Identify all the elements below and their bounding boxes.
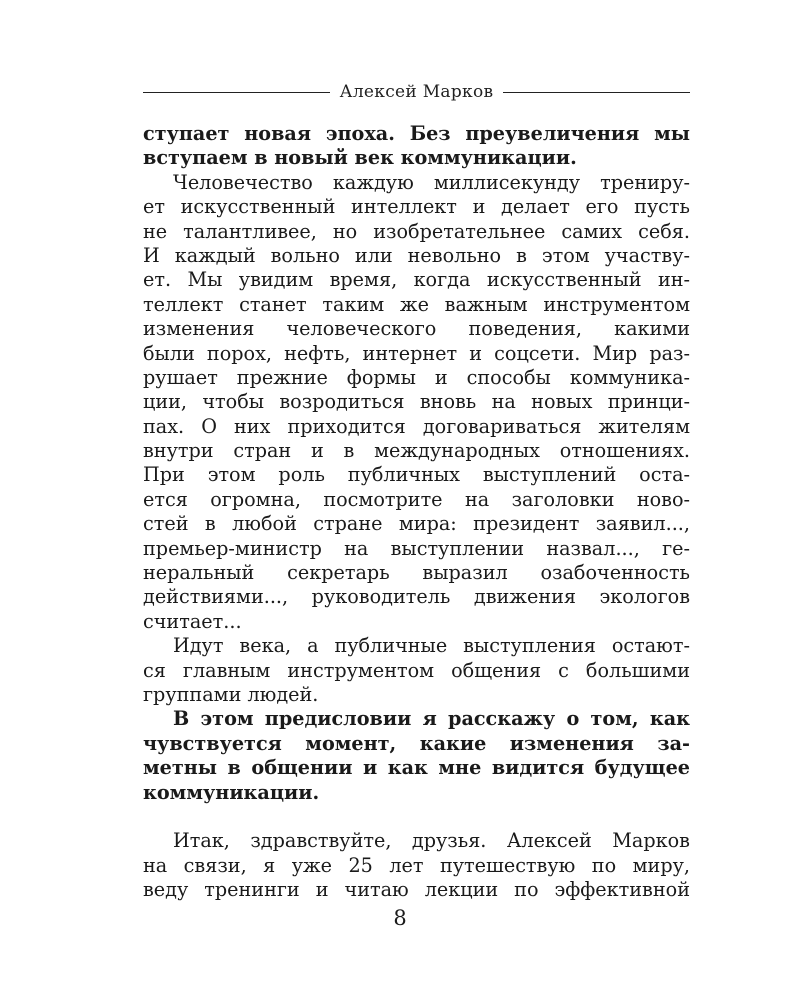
text-line: пах. О них приходится договариваться жителям xyxy=(143,414,690,438)
body-text xyxy=(143,122,690,903)
text-line: При этом роль публичных выступлений оста- xyxy=(143,463,690,487)
text-line: ет. Мы увидим время, когда искусственный ин- xyxy=(143,268,690,292)
text-line: И каждый вольно или невольно в этом участву- xyxy=(143,243,690,267)
text-line: ступает новая эпоха. Без преувеличения мы xyxy=(143,122,690,145)
running-title: Алексей Марков xyxy=(339,82,494,102)
text-line: веду тренинги и читаю лекции по эффективной xyxy=(143,878,690,902)
text-line: Итак, здравствуйте, друзья. Алексей Марков xyxy=(173,829,690,853)
paragraph-continuation xyxy=(143,122,690,171)
text-line: ет искусственный интеллект и делает его пусть xyxy=(143,195,690,219)
text-line: считает... xyxy=(143,609,242,633)
paragraph-greeting xyxy=(143,829,690,902)
text-line: рушает прежние формы и способы коммуника- xyxy=(143,365,690,389)
text-line: внутри стран и в международных отношениях. xyxy=(143,439,690,463)
text-line: группами людей. xyxy=(143,682,319,706)
running-header xyxy=(143,82,690,102)
text-line: теллект станет таким же важным инструментом xyxy=(143,292,690,316)
text-line: ется огромна, посмотрите на заголовки ново- xyxy=(143,487,690,511)
paragraph-ai xyxy=(143,171,690,634)
paragraph-preface-summary xyxy=(143,707,690,805)
text-line: коммуникации. xyxy=(143,780,320,804)
text-line: чувствуется момент, какие изменения за- xyxy=(143,731,690,755)
text-line: изменения человеческого поведения, какими xyxy=(143,317,690,341)
text-line: не талантливее, но изобретательнее самих себя. xyxy=(143,219,690,243)
text-line: Идут века, а публичные выступления остают- xyxy=(173,634,690,658)
header-rule-right xyxy=(503,92,690,93)
text-line: премьер-министр на выступлении назвал..., ге- xyxy=(143,536,690,560)
paragraph-gap xyxy=(143,805,690,829)
page-number: 8 xyxy=(393,906,407,930)
header-rule-left xyxy=(143,92,330,93)
text-line: неральный секретарь выразил озабоченность xyxy=(143,561,690,585)
text-line: В этом предисловии я расскажу о том, как xyxy=(173,707,690,731)
text-line: ции, чтобы возродиться вновь на новых принци- xyxy=(143,390,690,414)
text-line: ся главным инструментом общения с большими xyxy=(143,658,690,682)
paragraph-centuries xyxy=(143,634,690,707)
text-line: вступаем в новый век коммуникации. xyxy=(143,146,577,170)
text-line: метны в общении и как мне видится будущее xyxy=(143,756,690,780)
text-line: были порох, нефть, интернет и соцсети. Мир раз- xyxy=(143,341,690,365)
text-line: на связи, я уже 25 лет путешествую по миру, xyxy=(143,853,690,877)
text-line: стей в любой стране мира: президент заявил..., xyxy=(143,512,690,536)
text-line: Человечество каждую миллисекунду трениру- xyxy=(173,170,690,194)
text-line: действиями..., руководитель движения экологов xyxy=(143,585,690,609)
